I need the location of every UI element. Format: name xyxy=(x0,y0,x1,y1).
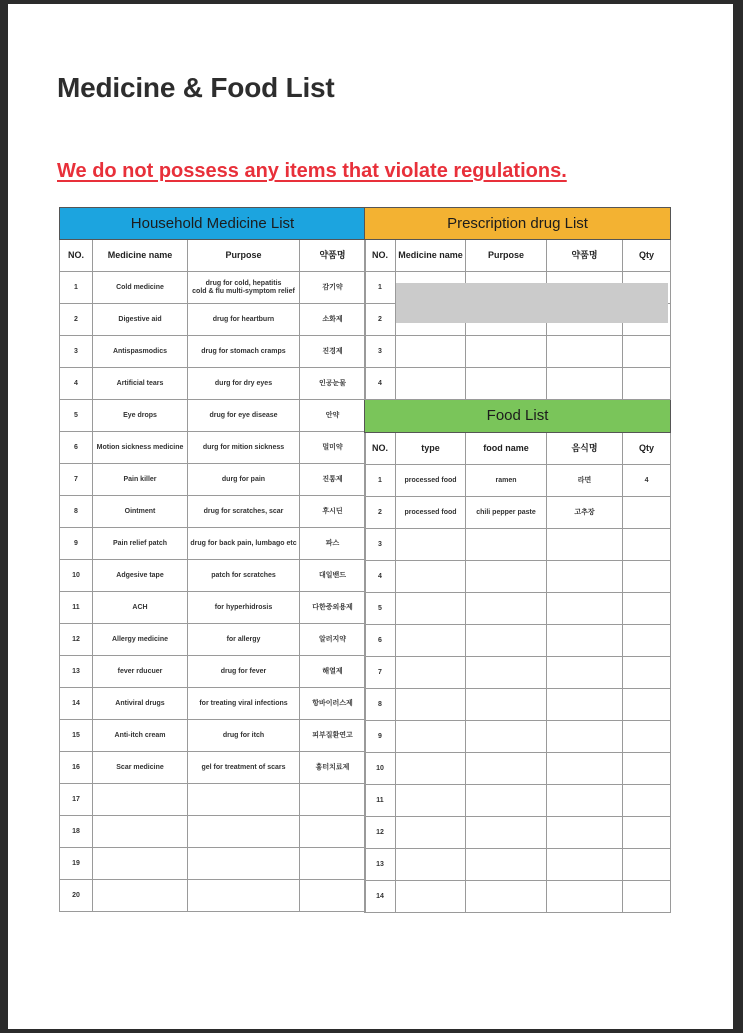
row-number: 7 xyxy=(60,464,93,496)
food-type xyxy=(396,881,466,913)
row-number: 12 xyxy=(365,817,396,849)
row-number: 6 xyxy=(365,625,396,657)
quantity xyxy=(623,657,671,689)
column-header: 약품명 xyxy=(547,240,623,272)
medicine-name-korean: 인공눈물 xyxy=(300,368,366,400)
medicine-purpose xyxy=(188,720,300,752)
table-row xyxy=(60,656,366,688)
medicine-purpose xyxy=(466,368,547,400)
food-type: processed food xyxy=(396,465,466,497)
table-row xyxy=(60,304,366,336)
medicine-name-korean: 후시딘 xyxy=(300,496,366,528)
quantity xyxy=(623,689,671,721)
medicine-purpose xyxy=(188,528,300,560)
medicine-purpose xyxy=(188,432,300,464)
quantity xyxy=(623,881,671,913)
medicine-name: Motion sickness medicine xyxy=(93,432,188,464)
medicine-name xyxy=(93,784,188,816)
food-name xyxy=(466,753,547,785)
food-name-korean xyxy=(547,689,623,721)
purpose-line: drug for cold, hepatitis xyxy=(205,280,282,288)
quantity xyxy=(623,849,671,881)
table-row xyxy=(60,688,366,720)
table-row xyxy=(60,624,366,656)
medicine-name: Artificial tears xyxy=(93,368,188,400)
household-medicine-table xyxy=(59,207,366,912)
food-name-korean xyxy=(547,753,623,785)
column-header: 약품명 xyxy=(300,240,366,272)
food-name xyxy=(466,721,547,753)
row-number: 8 xyxy=(365,689,396,721)
medicine-name-korean xyxy=(300,784,366,816)
medicine-name: Scar medicine xyxy=(93,752,188,784)
medicine-name: Eye drops xyxy=(93,400,188,432)
table-row xyxy=(365,497,671,529)
column-header: Medicine name xyxy=(396,240,466,272)
table-row xyxy=(365,785,671,817)
medicine-purpose xyxy=(188,592,300,624)
table-row xyxy=(365,593,671,625)
row-number: 12 xyxy=(60,624,93,656)
table-row xyxy=(365,529,671,561)
medicine-purpose xyxy=(188,336,300,368)
redaction-box xyxy=(396,283,668,323)
medicine-name-korean: 흉터치료제 xyxy=(300,752,366,784)
table-row xyxy=(365,625,671,657)
medicine-purpose xyxy=(188,272,300,304)
quantity xyxy=(623,497,671,529)
quantity xyxy=(623,561,671,593)
table-row xyxy=(365,881,671,913)
purpose-line: drug for stomach cramps xyxy=(201,347,286,355)
column-header: Qty xyxy=(623,433,671,465)
household-medicine-heading: Household Medicine List xyxy=(60,208,366,240)
medicine-purpose xyxy=(188,688,300,720)
table-row xyxy=(365,368,671,400)
purpose-line: for allergy xyxy=(226,635,261,643)
row-number: 10 xyxy=(60,560,93,592)
food-name: chili pepper paste xyxy=(466,497,547,529)
row-number: 13 xyxy=(60,656,93,688)
medicine-name-korean: 진경제 xyxy=(300,336,366,368)
medicine-purpose xyxy=(466,336,547,368)
row-number: 8 xyxy=(60,496,93,528)
medicine-name: Adgesive tape xyxy=(93,560,188,592)
row-number: 11 xyxy=(60,592,93,624)
purpose-line: drug for itch xyxy=(222,731,265,739)
food-name-korean xyxy=(547,721,623,753)
quantity xyxy=(623,368,671,400)
column-header: NO. xyxy=(60,240,93,272)
food-type xyxy=(396,689,466,721)
food-name-korean: 고추장 xyxy=(547,497,623,529)
food-name-korean xyxy=(547,593,623,625)
table-row xyxy=(60,560,366,592)
row-number: 1 xyxy=(60,272,93,304)
food-type xyxy=(396,625,466,657)
quantity xyxy=(623,753,671,785)
purpose-line: drug for fever xyxy=(220,667,267,675)
table-row xyxy=(365,721,671,753)
regulation-notice: We do not possess any items that violate regulations. xyxy=(57,160,567,182)
purpose-line: drug for eye disease xyxy=(209,411,278,419)
medicine-name-korean: 진통제 xyxy=(300,464,366,496)
medicine-name-korean: 항바이러스제 xyxy=(300,688,366,720)
medicine-name xyxy=(93,848,188,880)
row-number: 18 xyxy=(60,816,93,848)
row-number: 16 xyxy=(60,752,93,784)
row-number: 19 xyxy=(60,848,93,880)
food-list-heading: Food List xyxy=(365,400,671,433)
medicine-name-korean: 대일밴드 xyxy=(300,560,366,592)
row-number: 11 xyxy=(365,785,396,817)
food-name: ramen xyxy=(466,465,547,497)
food-name-korean xyxy=(547,817,623,849)
food-type xyxy=(396,657,466,689)
food-type xyxy=(396,785,466,817)
purpose-line: patch for scratches xyxy=(211,571,276,579)
medicine-purpose xyxy=(188,656,300,688)
table-row xyxy=(365,561,671,593)
table-row xyxy=(60,496,366,528)
table-row xyxy=(60,816,366,848)
medicine-name: Pain relief patch xyxy=(93,528,188,560)
purpose-line: for hyperhidrosis xyxy=(214,603,273,611)
row-number: 3 xyxy=(365,336,396,368)
food-name xyxy=(466,689,547,721)
row-number: 20 xyxy=(60,880,93,912)
food-name-korean xyxy=(547,625,623,657)
column-header: type xyxy=(396,433,466,465)
column-header: Medicine name xyxy=(93,240,188,272)
purpose-line: drug for scratches, scar xyxy=(203,507,284,515)
purpose-line: durg for pain xyxy=(221,475,266,483)
prescription-drug-heading: Prescription drug List xyxy=(365,208,671,240)
row-number: 9 xyxy=(60,528,93,560)
medicine-purpose xyxy=(188,560,300,592)
medicine-name: ACH xyxy=(93,592,188,624)
medicine-name: Allergy medicine xyxy=(93,624,188,656)
row-number: 6 xyxy=(60,432,93,464)
row-number: 4 xyxy=(60,368,93,400)
food-name xyxy=(466,657,547,689)
medicine-purpose xyxy=(188,304,300,336)
row-number: 5 xyxy=(60,400,93,432)
food-type xyxy=(396,529,466,561)
food-type xyxy=(396,721,466,753)
table-row xyxy=(365,689,671,721)
medicine-name: fever rducuer xyxy=(93,656,188,688)
table-row xyxy=(60,464,366,496)
table-row xyxy=(365,336,671,368)
row-number: 14 xyxy=(365,881,396,913)
row-number: 4 xyxy=(365,368,396,400)
medicine-purpose xyxy=(188,400,300,432)
table-row xyxy=(365,657,671,689)
quantity xyxy=(623,529,671,561)
column-header: NO. xyxy=(365,433,396,465)
column-header: NO. xyxy=(365,240,396,272)
row-number: 5 xyxy=(365,593,396,625)
medicine-name xyxy=(396,368,466,400)
row-number: 4 xyxy=(365,561,396,593)
quantity xyxy=(623,785,671,817)
row-number: 1 xyxy=(365,272,396,304)
medicine-name: Cold medicine xyxy=(93,272,188,304)
food-name-korean xyxy=(547,529,623,561)
medicine-name xyxy=(93,816,188,848)
quantity xyxy=(623,593,671,625)
food-name xyxy=(466,785,547,817)
medicine-name xyxy=(396,336,466,368)
food-name xyxy=(466,849,547,881)
medicine-name-korean: 감기약 xyxy=(300,272,366,304)
medicine-purpose xyxy=(188,784,300,816)
food-name xyxy=(466,817,547,849)
column-header: Purpose xyxy=(188,240,300,272)
food-name-korean xyxy=(547,657,623,689)
food-type xyxy=(396,561,466,593)
table-row xyxy=(60,528,366,560)
medicine-name: Antiviral drugs xyxy=(93,688,188,720)
table-row xyxy=(365,817,671,849)
food-type xyxy=(396,593,466,625)
food-name-korean: 라면 xyxy=(547,465,623,497)
purpose-line: cold & flu multi-symptom relief xyxy=(192,287,295,295)
row-number: 10 xyxy=(365,753,396,785)
medicine-name-korean: 해열제 xyxy=(300,656,366,688)
food-name xyxy=(466,529,547,561)
medicine-name xyxy=(93,880,188,912)
quantity xyxy=(623,336,671,368)
table-row xyxy=(60,400,366,432)
food-name xyxy=(466,625,547,657)
table-row xyxy=(60,880,366,912)
medicine-name: Digestive aid xyxy=(93,304,188,336)
medicine-name-korean: 피부질환연고 xyxy=(300,720,366,752)
medicine-purpose xyxy=(188,624,300,656)
food-name-korean xyxy=(547,561,623,593)
medicine-name: Antispasmodics xyxy=(93,336,188,368)
column-header: Qty xyxy=(623,240,671,272)
table-row xyxy=(60,592,366,624)
purpose-line: drug for heartburn xyxy=(212,315,275,323)
food-name xyxy=(466,881,547,913)
food-type xyxy=(396,817,466,849)
purpose-line: durg for dry eyes xyxy=(214,379,273,387)
medicine-purpose xyxy=(188,496,300,528)
row-number: 2 xyxy=(365,304,396,336)
row-number: 1 xyxy=(365,465,396,497)
purpose-line: for treating viral infections xyxy=(199,699,288,707)
medicine-name-korean xyxy=(547,336,623,368)
medicine-purpose xyxy=(188,368,300,400)
medicine-purpose xyxy=(188,752,300,784)
food-type: processed food xyxy=(396,497,466,529)
medicine-name-korean: 알러지약 xyxy=(300,624,366,656)
quantity xyxy=(623,625,671,657)
medicine-name-korean: 안약 xyxy=(300,400,366,432)
row-number: 9 xyxy=(365,721,396,753)
page-title: Medicine & Food List xyxy=(57,72,335,103)
table-row xyxy=(365,849,671,881)
table-row xyxy=(60,848,366,880)
medicine-name-korean: 파스 xyxy=(300,528,366,560)
medicine-purpose xyxy=(188,816,300,848)
quantity: 4 xyxy=(623,465,671,497)
medicine-name: Pain killer xyxy=(93,464,188,496)
medicine-purpose xyxy=(188,464,300,496)
medicine-name: Anti-itch cream xyxy=(93,720,188,752)
food-type xyxy=(396,849,466,881)
quantity xyxy=(623,817,671,849)
food-type xyxy=(396,753,466,785)
purpose-line: drug for back pain, lumbago etc xyxy=(190,539,297,547)
table-row xyxy=(60,784,366,816)
row-number: 15 xyxy=(60,720,93,752)
medicine-name-korean xyxy=(547,368,623,400)
medicine-name-korean xyxy=(300,848,366,880)
table-row xyxy=(60,752,366,784)
row-number: 13 xyxy=(365,849,396,881)
table-row xyxy=(60,272,366,304)
row-number: 17 xyxy=(60,784,93,816)
quantity xyxy=(623,721,671,753)
medicine-name: Ointment xyxy=(93,496,188,528)
medicine-name-korean: 소화제 xyxy=(300,304,366,336)
row-number: 14 xyxy=(60,688,93,720)
row-number: 2 xyxy=(365,497,396,529)
table-row xyxy=(60,368,366,400)
medicine-purpose xyxy=(188,880,300,912)
row-number: 2 xyxy=(60,304,93,336)
table-row xyxy=(365,465,671,497)
medicine-purpose xyxy=(188,848,300,880)
column-header: Purpose xyxy=(466,240,547,272)
food-name-korean xyxy=(547,849,623,881)
row-number: 3 xyxy=(365,529,396,561)
column-header: food name xyxy=(466,433,547,465)
table-row xyxy=(60,336,366,368)
food-name-korean xyxy=(547,881,623,913)
medicine-name-korean: 멀미약 xyxy=(300,432,366,464)
medicine-name-korean xyxy=(300,880,366,912)
table-row xyxy=(60,432,366,464)
row-number: 7 xyxy=(365,657,396,689)
food-name xyxy=(466,561,547,593)
purpose-line: gel for treatment of scars xyxy=(201,763,286,771)
table-row xyxy=(365,753,671,785)
medicine-name-korean: 다한증외용제 xyxy=(300,592,366,624)
food-name xyxy=(466,593,547,625)
food-name-korean xyxy=(547,785,623,817)
purpose-line: durg for mition sickness xyxy=(202,443,285,451)
column-header: 음식명 xyxy=(547,433,623,465)
row-number: 3 xyxy=(60,336,93,368)
table-row xyxy=(60,720,366,752)
medicine-name-korean xyxy=(300,816,366,848)
